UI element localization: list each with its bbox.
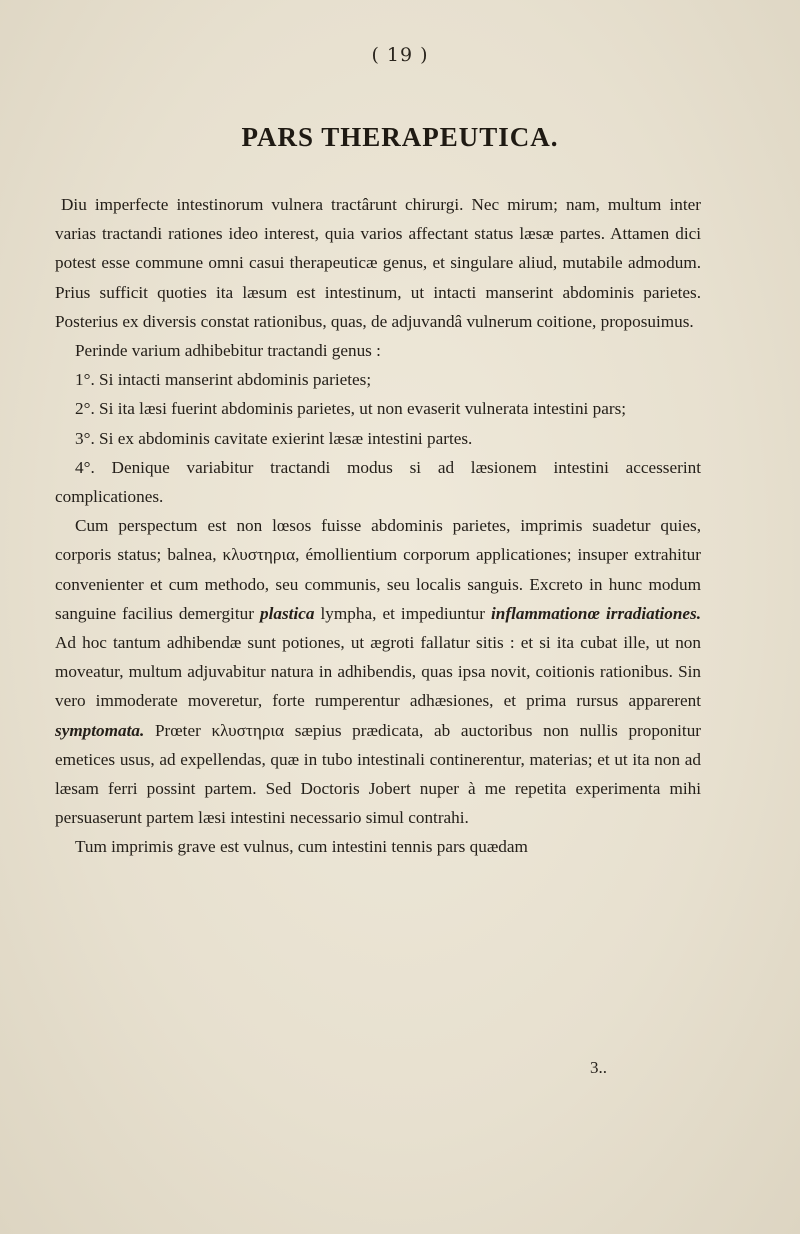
italic-inflammationes: inflammationœ irradiationes. [491,603,702,623]
italic-symptomata: symptomata. [55,720,145,740]
section-title: PARS THERAPEUTICA. [241,122,559,152]
italic-plastica: plastica [260,603,315,623]
list-item-3: 3°. Si ex abdominis cavitate exierint læsæ intestini partes. [75,428,473,448]
paragraph-intro: Diu imperfecte intestinorum vulnera tractârunt chirurgi. Nec mirum; nam, multum inter varias tractandi rationes ideo interest, quia varios affectant status læsæ partes. Attamen dici potest esse commune omni casui therapeuticæ genus, et singulare aliud, mutabile admodum. Prius sufficit quoties ita læsum est intestinum, ut intacti manserint abdominis parietes. Posterius ex diversis constat rationibus, quas, de adjuvandâ vulnerum coitione, proposuimus. [55,195,701,331]
paragraph-perinde: Perinde varium adhibebitur tractandi genus : [75,341,381,361]
body-text [55,190,701,862]
paragraph-tum: Tum imprimis grave est vulnus, cum intestini tennis pars quædam [75,837,528,857]
paragraph-treatment [55,511,701,832]
paragraph-treatment-text-b: lympha, et impediuntur [320,603,485,623]
paragraph-treatment-text-a: Cum perspectum est non lœsos fuisse abdominis parietes, imprimis suadetur quies, corporis status; balnea, κλυστηρια, émollientium corporum applicationes; insuper extrahitur convenienter et cum methodo, seu communis, seu localis sanguis. Excreto in hunc modum sanguine facilius demergitur [55,516,701,623]
list-item-2: 2°. Si ita læsi fuerint abdominis parietes, ut non evaserit vulnerata intestini pars; [75,399,627,419]
signature-mark: 3.. [590,1058,607,1077]
list-item-1: 1°. Si intacti manserint abdominis parietes; [75,370,372,390]
page-number: ( 19 ) [371,44,429,66]
paragraph-treatment-text-d: Prœter κλυστηρια sæpius prædicata, ab auctoribus non nullis proponitur emetices usus, ad expellendas, quæ in tubo intestinali continerentur, materias; et ut ita non ad læsam ferri possint partem. Sed Doctoris Jobert nuper à me repetita experimenta mihi persuaserunt partem læsi intestini necessario simul contrahi. [55,720,702,828]
list-item-4: 4°. Denique variabitur tractandi modus si ad læsionem intestini accesserint complicationes. [55,457,701,507]
paragraph-treatment-text-c: Ad hoc tantum adhibendæ sunt potiones, ut ægroti fallatur sitis : et si ita cubat ille, ut non moveatur, multum adjuvabitur natura in adhibendis, quas ipsa novit, coitionis rationibus. Sin vero immoderate moveretur, forte rumperentur adhæsiones, et prima rursus apparerent [55,633,701,711]
